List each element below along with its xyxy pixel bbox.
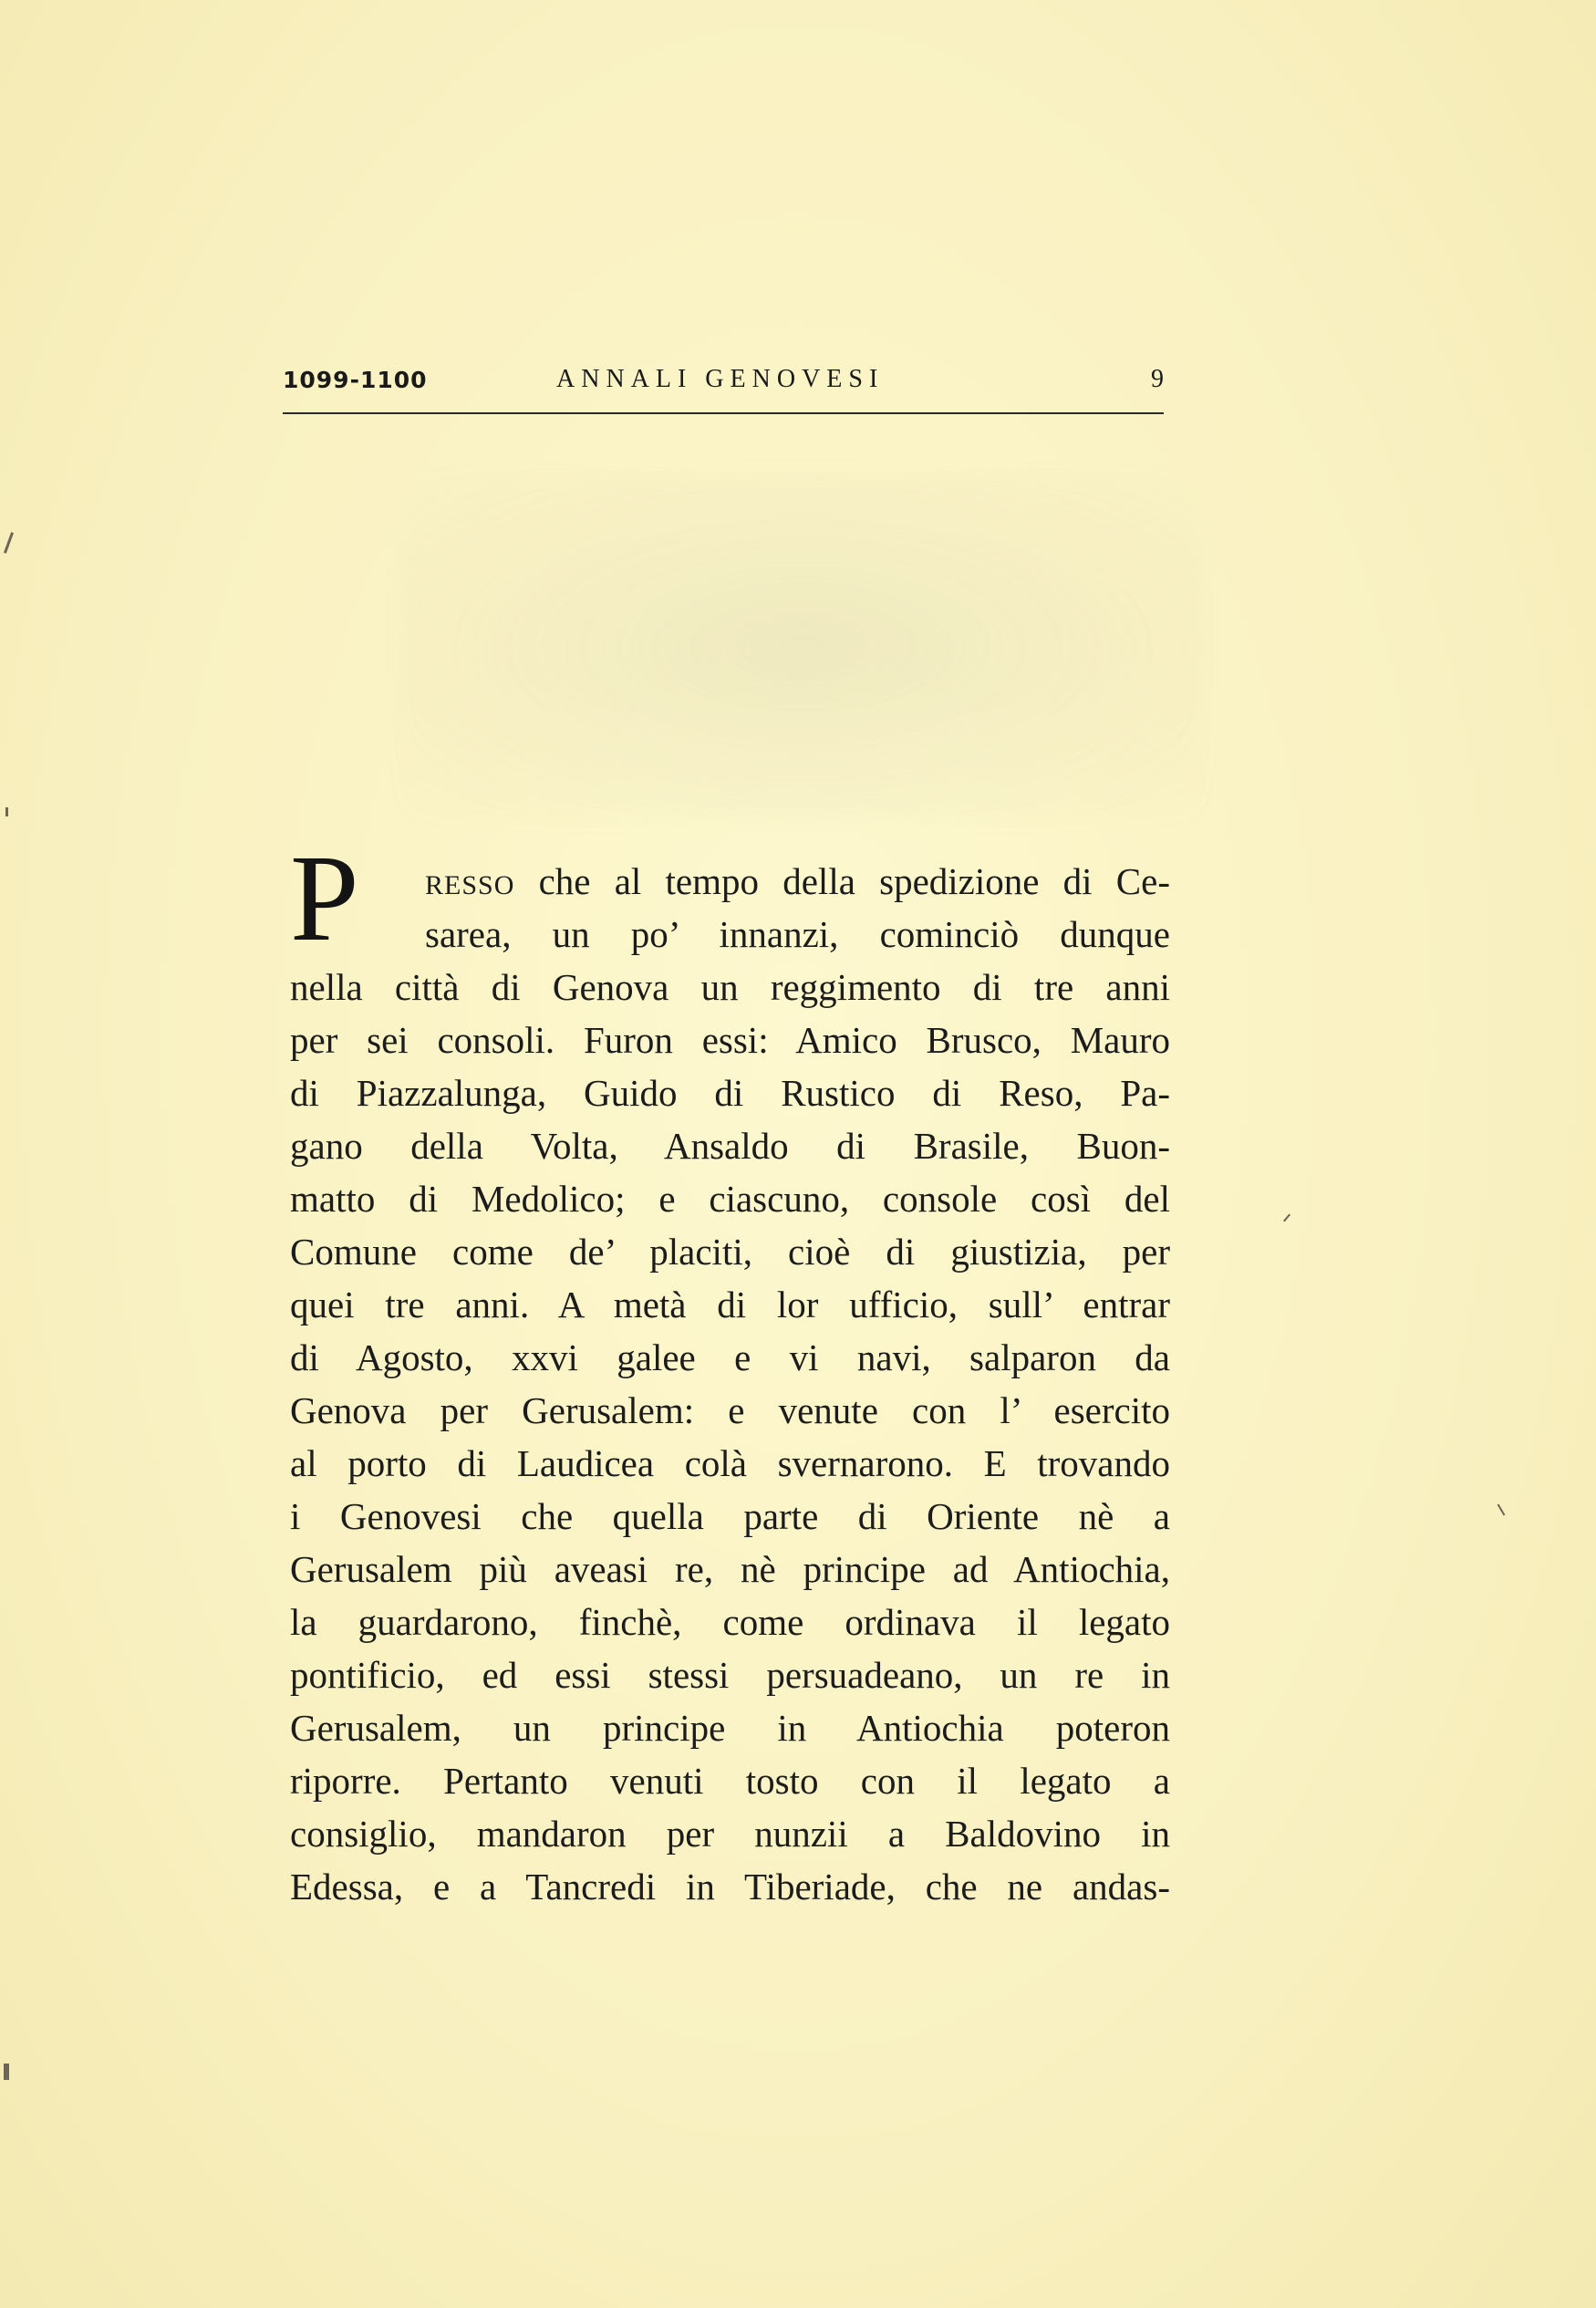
text-line: pontificio, ed essi stessi persuadeano, un re in [290, 1654, 1170, 1696]
header-title: ANNALI GENOVESI [556, 365, 885, 393]
text-line-content: che al tempo della spedizione di Ce- [514, 860, 1170, 902]
paper-speck [4, 2064, 9, 2080]
text-line: matto di Medolico; e ciascuno, console così del [290, 1178, 1170, 1220]
text-line: di Piazzalunga, Guido di Rustico di Reso, Pa- [290, 1072, 1170, 1114]
drop-cap: P [290, 830, 359, 967]
text-line: la guardarono, finchè, come ordinava il legato [290, 1601, 1170, 1643]
text-line: Gerusalem, un principe in Antiochia poteron [290, 1707, 1170, 1749]
text-line: quei tre anni. A metà di lor ufficio, sull’ entrar [290, 1284, 1170, 1326]
text-line: riporre. Pertanto venuti tosto con il legato a [290, 1760, 1170, 1802]
text-line: consiglio, mandaron per nunzii a Baldovino in [290, 1813, 1170, 1855]
text-line: Comune come de’ placiti, cioè di giustizia, per [290, 1231, 1170, 1273]
text-line: i Genovesi che quella parte di Oriente nè a [290, 1495, 1170, 1537]
first-word-smallcaps: RESSO [425, 870, 515, 900]
text-line: gano della Volta, Ansaldo di Brasile, Buon- [290, 1125, 1170, 1167]
body-paragraph [290, 855, 1170, 1913]
text-line [290, 855, 1170, 908]
text-line: al porto di Laudicea colà svernarono. E trovando [290, 1442, 1170, 1484]
running-header [283, 358, 1164, 403]
paper-speck [1498, 1503, 1506, 1515]
paper-speck [4, 532, 14, 554]
text-line: di Agosto, xxvi galee e vi navi, salparon da [290, 1336, 1170, 1378]
text-line: sarea, un po’ innanzi, cominciò dunque [425, 913, 1170, 955]
header-rule [283, 412, 1164, 414]
text-line: per sei consoli. Furon essi: Amico Brusco, Mauro [290, 1019, 1170, 1061]
show-through-bleed [401, 474, 1204, 821]
page-number: 9 [1151, 365, 1164, 393]
text-line: Genova per Gerusalem: e venute con l’ esercito [290, 1389, 1170, 1431]
paper-speck [5, 807, 8, 816]
text-line: Edessa, e a Tancredi in Tiberiade, che ne andas- [290, 1866, 1170, 1908]
text-line: Gerusalem più aveasi re, nè principe ad Antiochia, [290, 1548, 1170, 1590]
header-years: 1099-1100 [283, 367, 428, 393]
paper-speck [1283, 1214, 1290, 1222]
text-line: nella città di Genova un reggimento di tre anni [290, 966, 1170, 1008]
